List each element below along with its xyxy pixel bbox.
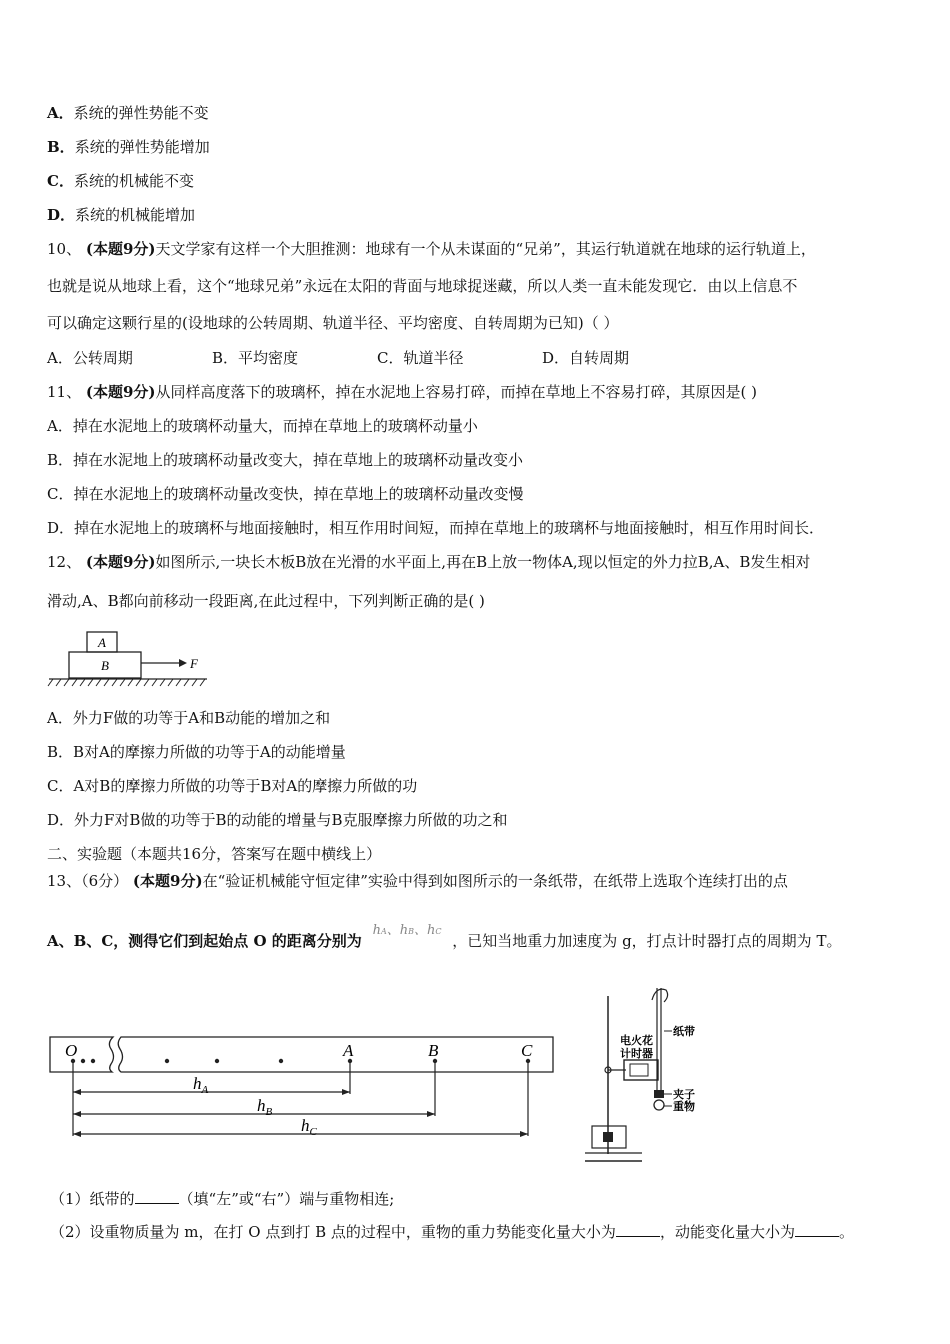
- answer-blank-2[interactable]: [616, 1222, 660, 1237]
- dim-label-ha: $h_A$: [193, 1074, 209, 1096]
- force-label: F: [190, 656, 198, 671]
- dot: [81, 1059, 85, 1063]
- hand: [652, 989, 668, 1002]
- tape-right-piece: [118, 1037, 553, 1072]
- q13-sub2: （2）设重物质量为 m，在打 O 点到打 B 点的过程中，重物的重力势能变化量大小为 ，动能变化量大小为 。: [50, 1223, 854, 1241]
- dim-label-hc: $h_C$: [301, 1116, 317, 1138]
- dot: [215, 1059, 219, 1063]
- label-clip: 夹子: [673, 1089, 695, 1101]
- ground-hatching: [48, 679, 205, 686]
- q12-stem-line1: 12、 (本题9分)如图所示,一块长木板B放在光滑的水平面上,再在B上放一物体A,现以恒定的外力拉B,A、B发生相对: [47, 553, 811, 571]
- q9-option-d: D．系统的机械能增加: [47, 206, 196, 224]
- q12-option-d: D．外力F对B做的功等于B的动能的增量与B克服摩擦力所做的功之和: [47, 811, 508, 829]
- label-tape: 纸带: [673, 1026, 695, 1038]
- q10-option-b: B．平均密度: [212, 349, 299, 367]
- base-block: [603, 1132, 613, 1142]
- q11-option-d: D．掉在水泥地上的玻璃杯与地面接触时，相互作用时间短，而掉在草地上的玻璃杯与地面接触时，相互作用时间长．: [47, 519, 825, 537]
- answer-blank-3[interactable]: [795, 1222, 839, 1237]
- clip: [654, 1090, 664, 1098]
- label-weight: 重物: [673, 1101, 695, 1113]
- spark-timer: [624, 1060, 658, 1080]
- q9-option-c: C．系统的机械能不变: [47, 172, 194, 190]
- force-arrowhead: [179, 659, 187, 667]
- q10-option-c: C．轨道半径: [377, 349, 464, 367]
- tape-left-piece: [50, 1037, 114, 1072]
- q10-options: [47, 348, 629, 368]
- dot: [279, 1059, 283, 1063]
- board-b-label: B: [101, 658, 109, 673]
- q12-stem-line2: 滑动,A、B都向前移动一段距离,在此过程中，下列判断正确的是( ): [47, 592, 485, 610]
- q12-option-a: A．外力F做的功等于A和B动能的增加之和: [47, 709, 331, 727]
- q9-option-b: B．系统的弹性势能增加: [47, 138, 210, 156]
- q10-option-d: D．自转周期: [542, 349, 630, 367]
- paper-tape-figure: [45, 1030, 560, 1145]
- q10-option-a: A．公转周期: [47, 349, 133, 367]
- q10-stem-line1: 10、 (本题9分)天文学家有这样一个大胆推测：地球有一个从未谋面的“兄弟”，其运行轨道就在地球的运行轨道上，: [47, 240, 816, 258]
- dot: [91, 1059, 95, 1063]
- q12-option-b: B．B对A的摩擦力所做的功等于A的动能增量: [47, 743, 346, 761]
- q11-option-c: C．掉在水泥地上的玻璃杯动量改变快，掉在草地上的玻璃杯动量改变慢: [47, 485, 524, 503]
- apparatus-figure: [580, 978, 705, 1168]
- q10-stem-line2: 也就是说从地球上看，这个“地球兄弟”永远在太阳的背面与地球捉迷藏，所以人类一直未能发现它．由以上信息不: [47, 277, 798, 295]
- q10-stem-line3: 可以确定这颗行星的(设地球的公转周期、轨道半径、平均密度、自转周期为已知)（ ）: [47, 314, 619, 332]
- q11-stem: 11、 (本题9分)从同样高度落下的玻璃杯，掉在水泥地上容易打碎，而掉在草地上不容易打碎，其原因是( ): [47, 383, 757, 401]
- q12-block-figure: [47, 626, 212, 690]
- dim-label-hb: $h_B$: [257, 1096, 273, 1118]
- block-a-label: A: [98, 635, 106, 650]
- answer-blank-1[interactable]: [135, 1189, 179, 1204]
- spark-timer-inner: [630, 1064, 648, 1076]
- label-timer: 电火花: [620, 1035, 653, 1047]
- q13-sub1: （1）纸带的 （填“左”或“右”）端与重物相连;: [50, 1190, 395, 1208]
- label-timer-2: 计时器: [620, 1048, 653, 1060]
- weight: [654, 1100, 664, 1110]
- point-label-a: A: [343, 1041, 354, 1060]
- q9-option-a: A．系统的弹性势能不变: [47, 104, 209, 122]
- point-label-b: B: [428, 1041, 439, 1060]
- q13-stem-line2: A、B、C，测得它们到起始点 O 的距离分别为 hA、hB、hC ，已知当地重力加速度为 g，打点计时器打点的周期为 T。: [47, 931, 841, 954]
- point-label-o: O: [65, 1041, 78, 1060]
- q12-option-c: C．A对B的摩擦力所做的功等于B对A的摩擦力所做的功: [47, 777, 418, 795]
- q11-option-b: B．掉在水泥地上的玻璃杯动量改变大，掉在草地上的玻璃杯动量改变小: [47, 451, 524, 469]
- q13-stem-line1: 13、（6分） (本题9分)在“验证机械能守恒定律”实验中得到如图所示的一条纸带，在纸带上选取个连续打出的点: [47, 872, 788, 890]
- dot: [165, 1059, 169, 1063]
- section-2-heading: 二、实验题（本题共16分，答案写在题中横线上）: [47, 845, 382, 863]
- q11-option-a: A．掉在水泥地上的玻璃杯动量大，而掉在草地上的玻璃杯动量小: [47, 417, 478, 435]
- point-label-c: C: [521, 1041, 533, 1060]
- h-labels: hA、hB、hC: [372, 923, 442, 938]
